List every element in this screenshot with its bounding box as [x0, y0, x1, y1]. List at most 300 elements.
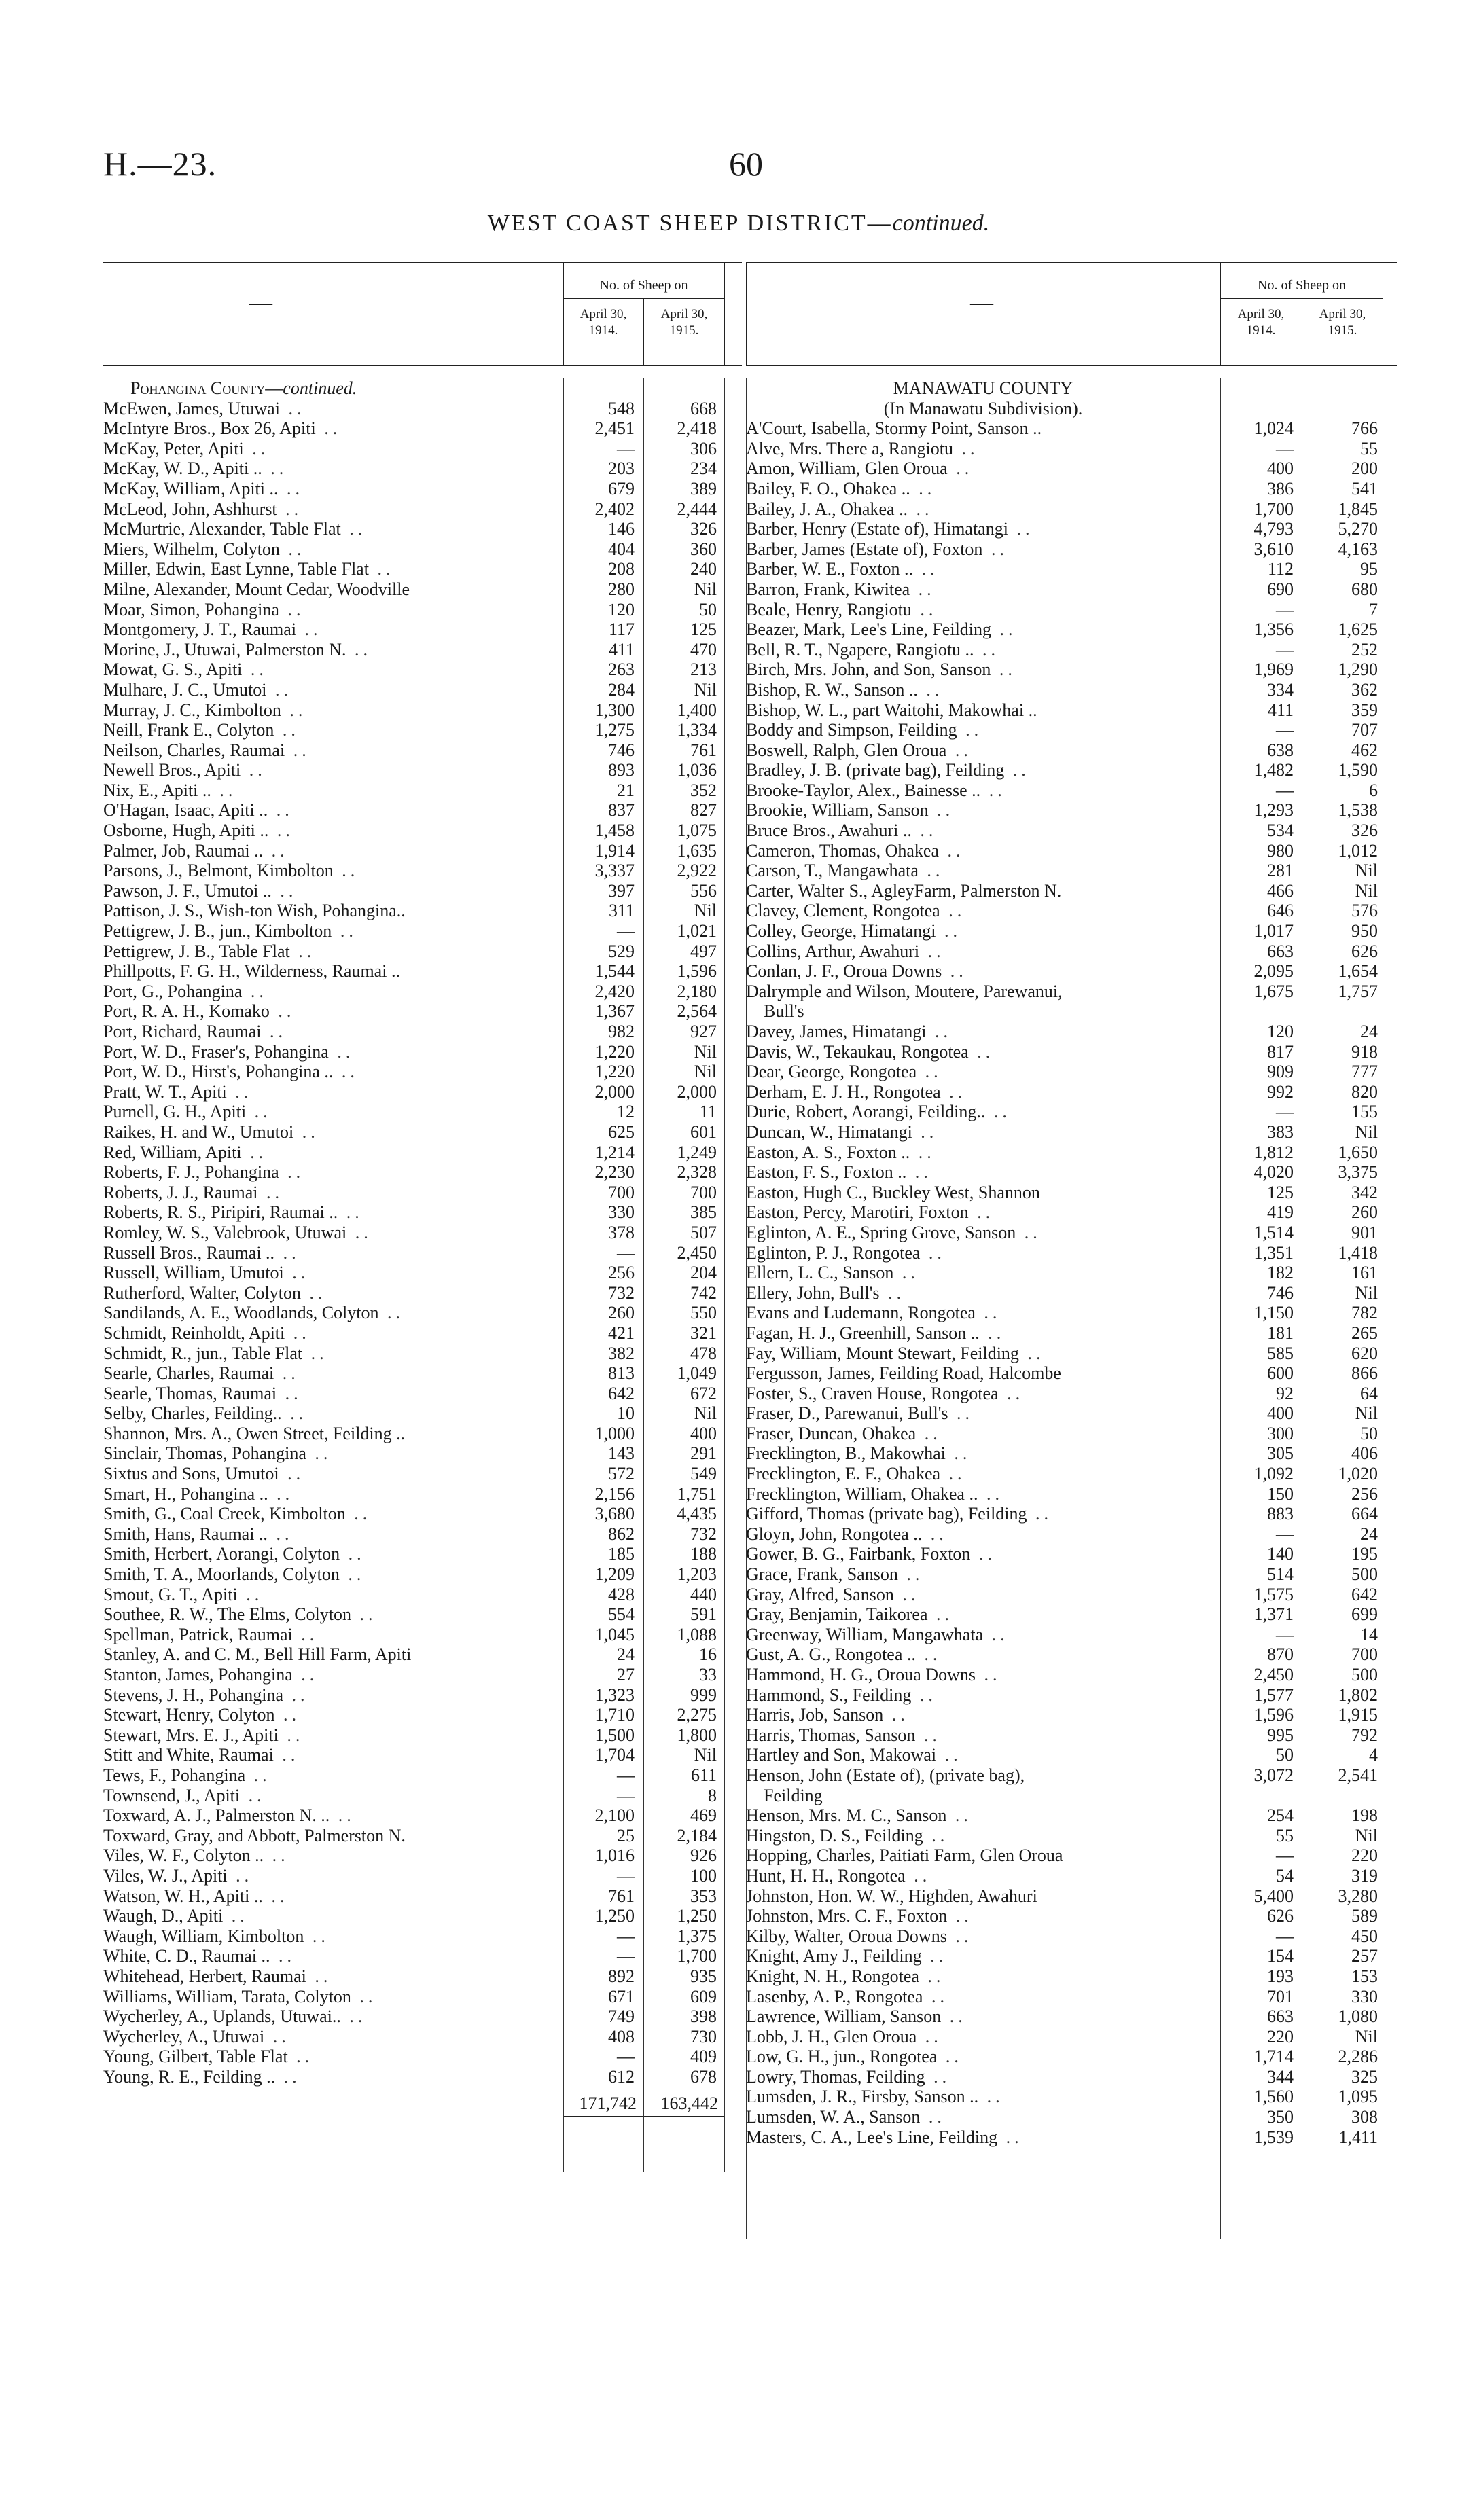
row-name-text: Barber, Henry (Estate of), Himatangi [746, 519, 1008, 539]
value-1914: 1,704 [594, 1745, 635, 1765]
value-1914: 749 [608, 2006, 635, 2027]
table-row [746, 2067, 1397, 2087]
table-row [103, 1745, 742, 1765]
value-1915: 926 [690, 1846, 717, 1866]
value-1915: 4 [1369, 1745, 1378, 1765]
row-name [103, 1183, 552, 1203]
row-name [746, 1183, 1215, 1203]
row-name [746, 800, 1215, 821]
leader-dots: .. [340, 519, 367, 539]
column-header-1915 [1302, 306, 1383, 339]
row-name-text: Colley, George, Himatangi [746, 921, 936, 941]
leader-dots: .. [262, 458, 288, 479]
row-name-text: Bull's [764, 1001, 804, 1022]
leader-dots: .. [941, 2006, 967, 2027]
table-row [746, 700, 1397, 721]
leader-dots: .. [917, 2026, 942, 2047]
value-1914: — [1276, 599, 1294, 619]
row-name-text: Smith, T. A., Moorlands, Colyton [103, 1564, 340, 1585]
leader-dots: .. [237, 1584, 264, 1604]
table-row [103, 660, 742, 680]
value-1914: — [1276, 780, 1294, 800]
value-1914: 1,300 [594, 700, 635, 720]
row-name-text: Pattison, J. S., Wish-ton Wish, Pohangina.. [103, 901, 406, 921]
row-name-text: Fraser, Duncan, Ohakea [746, 1423, 917, 1443]
leader-dots: .. [240, 1785, 266, 1805]
leader-dots: .. [912, 559, 939, 579]
total-row [103, 2091, 742, 2116]
value-1915: 326 [1351, 821, 1378, 841]
row-name-text: Mowat, G. S., Apiti [103, 660, 243, 680]
leader-dots: .. [328, 1041, 355, 1062]
row-name-text: Purnell, G. H., Apiti [103, 1102, 247, 1122]
row-name [746, 1243, 1215, 1263]
leader-dots: .. [974, 639, 1000, 660]
leader-dots: .. [267, 1524, 293, 1544]
table-row [746, 1564, 1397, 1585]
table-row [103, 619, 742, 640]
row-name [103, 1443, 552, 1464]
table-row [746, 2027, 1397, 2047]
row-name-text: Stewart, Mrs. E. J., Apiti [103, 1725, 279, 1745]
row-name-text: Clavey, Clement, Rongotea [746, 901, 940, 921]
row-name-text: Schmidt, Reinholdt, Apiti [103, 1322, 285, 1343]
leader-dots: .. [330, 1805, 355, 1826]
leader-dots: .. [948, 1403, 974, 1424]
row-name-text: Searle, Charles, Raumai [103, 1363, 274, 1384]
leader-dots: .. [289, 941, 316, 961]
value-1915: 1,012 [1338, 840, 1378, 861]
table-row [103, 1926, 742, 1947]
value-1914: 1,000 [594, 1423, 635, 1443]
row-name [746, 1202, 1215, 1223]
value-1915: 2,922 [677, 861, 717, 881]
table-row [746, 2127, 1397, 2148]
value-1914: 679 [608, 478, 635, 499]
table-row [103, 1665, 742, 1685]
value-1915: Nil [1355, 1282, 1378, 1303]
leader-dots: .. [1008, 519, 1034, 539]
value-1914: 193 [1267, 1966, 1294, 1986]
value-1914: 1,371 [1253, 1604, 1294, 1625]
value-1915: 1,596 [677, 961, 717, 982]
row-name [103, 1886, 552, 1907]
value-1915: 3,375 [1338, 1162, 1378, 1183]
table-row [746, 1805, 1397, 1826]
row-name [103, 1403, 552, 1424]
row-name [746, 680, 1215, 700]
row-name-text: Hunt, H. H., Rongotea [746, 1865, 906, 1886]
value-1914: 1,275 [594, 720, 635, 740]
leader-dots: .. [301, 1282, 327, 1303]
row-name-text: Bell, R. T., Ngapere, Rangiotu .. [746, 639, 974, 660]
value-1915: 16 [699, 1644, 717, 1665]
value-1915: 678 [690, 2066, 717, 2087]
table-row [103, 1544, 742, 1564]
value-1914: — [1276, 1846, 1294, 1866]
value-1914: 92 [1276, 1383, 1294, 1403]
row-name-text: Fraser, D., Parewanui, Bull's [746, 1403, 948, 1424]
table-row [103, 1987, 742, 2007]
value-1914: 280 [608, 579, 635, 599]
table-row [103, 780, 742, 801]
leader-dots: .. [278, 478, 304, 499]
row-name [103, 1042, 552, 1062]
leader-dots: .. [271, 880, 298, 901]
page-title-continued: continued. [892, 211, 990, 236]
row-name [103, 1363, 552, 1384]
leader-dots: .. [274, 1705, 300, 1725]
row-name [103, 1826, 552, 1846]
row-name-text: Stevens, J. H., Pohangina [103, 1685, 284, 1705]
value-1915: Nil [694, 579, 717, 599]
row-name-text: Mulhare, J. C., Umutoi [103, 679, 267, 700]
row-name [103, 1786, 552, 1806]
row-name-text: Raikes, H. and W., Umutoi [103, 1121, 294, 1142]
table-row [746, 1142, 1397, 1163]
value-1915: 50 [1360, 1423, 1378, 1443]
row-name [103, 1464, 552, 1484]
row-name-text: Smart, H., Pohangina .. [103, 1483, 268, 1504]
value-1914: 182 [1267, 1263, 1294, 1283]
value-1915: 1,590 [1338, 760, 1378, 780]
table-row [103, 1906, 742, 1926]
leader-dots: .. [978, 1483, 1003, 1504]
table-row [103, 2006, 742, 2027]
row-name-text: Knight, N. H., Rongotea [746, 1966, 919, 1986]
row-name-text: Miers, Wilhelm, Colyton [103, 539, 280, 559]
row-name [103, 640, 552, 660]
leader-dots: .. [893, 1584, 920, 1604]
value-1914: 1,458 [594, 821, 635, 841]
table-row [746, 1886, 1397, 1907]
column-divider [1220, 378, 1221, 2239]
row-name-text: Frecklington, B., Makowhai [746, 1443, 946, 1464]
value-1915: 400 [690, 1423, 717, 1443]
value-1915: 50 [699, 599, 717, 619]
value-1914: 311 [608, 901, 635, 921]
value-1914: 2,451 [594, 418, 635, 439]
value-1915: 680 [1351, 579, 1378, 599]
leader-dots: .. [921, 1946, 948, 1966]
value-1914: 27 [617, 1665, 635, 1685]
leader-dots: .. [968, 1202, 995, 1223]
leader-dots: .. [278, 1725, 304, 1745]
row-name-text: Bradley, J. B. (private bag), Feilding [746, 760, 1005, 780]
row-name [103, 1866, 552, 1886]
table-row [746, 418, 1397, 439]
table-row [746, 1625, 1397, 1645]
row-name [746, 539, 1215, 560]
leader-dots: .. [283, 1685, 309, 1705]
county-heading: MANAWATU COUNTY [893, 378, 1073, 398]
value-1914: — [1276, 720, 1294, 740]
value-1915: 782 [1351, 1303, 1378, 1323]
row-name-text: Derham, E. J. H., Rongotea [746, 1081, 941, 1102]
row-name [103, 600, 552, 620]
row-name [746, 640, 1215, 660]
row-name-text: Osborne, Hugh, Apiti .. [103, 821, 269, 841]
row-name [103, 539, 552, 560]
leader-dots: .. [285, 1322, 310, 1343]
value-1915: Nil [694, 1745, 717, 1765]
row-name [103, 720, 552, 740]
value-1914: 400 [1267, 458, 1294, 479]
value-1914: 150 [1267, 1483, 1294, 1504]
value-1914: 2,230 [594, 1162, 635, 1183]
row-name [746, 1966, 1215, 1987]
row-name [746, 1263, 1215, 1283]
leader-dots: .. [940, 1464, 966, 1484]
value-1914: 397 [608, 880, 635, 901]
table-row [746, 439, 1397, 459]
table-row [103, 800, 742, 821]
value-1914: 12 [617, 1102, 635, 1122]
row-name [103, 559, 552, 579]
value-1915: 820 [1351, 1081, 1378, 1102]
row-name-text: Smith, G., Coal Creek, Kimbolton [103, 1504, 346, 1524]
value-1914: 254 [1267, 1805, 1294, 1826]
value-1915: 1,203 [677, 1564, 717, 1585]
row-name [103, 1966, 552, 1987]
col-1915-line2: 1915. [1328, 323, 1357, 338]
leader-dots: .. [281, 700, 307, 720]
row-name-text: Red, William, Apiti [103, 1142, 242, 1162]
leader-dots: .. [998, 1383, 1025, 1403]
value-1914: 700 [608, 1182, 635, 1202]
row-name [746, 1102, 1215, 1122]
leader-dots: .. [268, 1483, 294, 1504]
table-row [103, 841, 742, 861]
row-name-text: Sixtus and Sons, Umutoi [103, 1464, 279, 1484]
table-row [103, 1504, 742, 1524]
table-row [746, 600, 1397, 620]
value-1915: 609 [690, 1986, 717, 2006]
row-name [746, 961, 1215, 982]
row-name-text: Young, R. E., Feilding .. [103, 2066, 276, 2087]
table-row [746, 1987, 1397, 2007]
leader-dots: .. [279, 539, 306, 559]
row-name [103, 982, 552, 1002]
value-1914: 3,610 [1253, 539, 1294, 559]
value-1914: 980 [1267, 840, 1294, 861]
value-1915: 950 [1351, 921, 1378, 941]
value-1915: 462 [1351, 740, 1378, 760]
value-1914: 1,220 [594, 1041, 635, 1062]
table-row [746, 1183, 1397, 1203]
leader-dots: .. [920, 1242, 946, 1263]
table-row [746, 1022, 1397, 1042]
row-name-text: Roberts, R. S., Piripiri, Raumai .. [103, 1202, 338, 1223]
row-name-text: Pawson, J. F., Umutoi .. [103, 880, 272, 901]
page-title-main: WEST COAST SHEEP DISTRICT— [487, 211, 893, 236]
row-name-text: Toxward, A. J., Palmerston N. .. [103, 1805, 330, 1826]
value-1915: 24 [1360, 1022, 1378, 1041]
sheep-count-group-label: No. of Sheep on [599, 278, 688, 293]
value-1915: 1,800 [677, 1725, 717, 1745]
value-1914: — [617, 1926, 635, 1946]
table-row [746, 660, 1397, 680]
value-1914: — [617, 1242, 635, 1263]
value-1915: 213 [690, 660, 717, 680]
table-row [746, 1504, 1397, 1524]
row-name-text: Gower, B. G., Fairbank, Foxton [746, 1544, 971, 1564]
leader-dots: .. [940, 901, 966, 921]
value-1914: 612 [608, 2066, 635, 2087]
table-row [103, 1644, 742, 1665]
row-name-text: Kilby, Walter, Oroua Downs [746, 1926, 947, 1946]
row-name [103, 1544, 552, 1564]
row-name-text: Hopping, Charles, Paitiati Farm, Glen Oroua [746, 1846, 1063, 1866]
table-row [746, 1384, 1397, 1404]
row-name-text: McKay, W. D., Apiti .. [103, 458, 262, 479]
table-row [103, 439, 742, 459]
leader-dots: .. [268, 800, 293, 821]
value-1915: 827 [690, 800, 717, 821]
value-1915: 500 [1351, 1665, 1378, 1685]
table-row [746, 1826, 1397, 1846]
table-row [103, 458, 742, 479]
leader-dots: .. [274, 1363, 300, 1384]
table-row [103, 760, 742, 780]
table-row [103, 1585, 742, 1605]
row-name [746, 1464, 1215, 1484]
leader-dots: .. [275, 2066, 301, 2087]
left-table-header [103, 262, 742, 366]
row-name [746, 439, 1215, 459]
value-1914: 1,577 [1253, 1685, 1294, 1705]
table-row [103, 1223, 742, 1243]
row-name-text: Wycherley, A., Uplands, Utuwai.. [103, 2006, 341, 2027]
value-1914: 466 [1267, 880, 1294, 901]
row-name-text: Henson, John (Estate of), (private bag), [746, 1765, 1025, 1785]
row-name-text: Greenway, William, Mangawhata [746, 1624, 984, 1644]
row-name-text: Foster, S., Craven House, Rongotea [746, 1383, 999, 1403]
row-name-text: Milne, Alexander, Mount Cedar, Woodville [103, 579, 410, 599]
value-1915: 766 [1351, 418, 1378, 439]
value-1915: 3,280 [1338, 1886, 1378, 1906]
table-row [746, 921, 1397, 941]
value-1915: 252 [1351, 639, 1378, 660]
leader-dots: .. [1016, 1222, 1042, 1242]
table-row [746, 1585, 1397, 1605]
row-name [746, 619, 1215, 640]
value-1915: 1,650 [1338, 1142, 1378, 1162]
value-1914: 2,095 [1253, 961, 1294, 982]
value-1914: 1,544 [594, 961, 635, 982]
leader-dots: .. [345, 1504, 372, 1524]
table-row [746, 800, 1397, 821]
table-row [746, 760, 1397, 780]
value-1915: 792 [1351, 1725, 1378, 1745]
row-name [746, 1886, 1215, 1907]
column-divider [563, 378, 564, 2172]
table-row [746, 1665, 1397, 1685]
value-1915: Nil [1355, 2026, 1378, 2047]
row-name [103, 399, 552, 419]
name-column-header: — [249, 290, 272, 315]
row-name-text: Knight, Amy J., Feilding [746, 1946, 922, 1966]
value-1914: 554 [608, 1604, 635, 1625]
leader-dots: .. [917, 1062, 942, 1082]
row-name [103, 479, 552, 499]
value-1914: 125 [1267, 1182, 1294, 1202]
value-1915: 469 [690, 1805, 717, 1826]
value-1915: 611 [690, 1765, 717, 1785]
value-1914: 140 [1267, 1544, 1294, 1564]
value-1914: 143 [608, 1443, 635, 1464]
value-1914: 585 [1267, 1343, 1294, 1363]
row-name-text: Romley, W. S., Valebrook, Utuwai [103, 1222, 347, 1242]
row-name [746, 499, 1215, 520]
row-name [746, 1283, 1215, 1303]
value-1915: 901 [1351, 1222, 1378, 1242]
leader-dots: .. [985, 1102, 1011, 1122]
row-name-text: Spellman, Patrick, Raumai [103, 1624, 293, 1644]
table-row [103, 861, 742, 881]
table-row [103, 579, 742, 600]
leader-dots: .. [953, 438, 979, 458]
leader-dots: .. [274, 1242, 300, 1263]
value-1915: 866 [1351, 1363, 1378, 1384]
value-1914: 548 [608, 398, 635, 418]
value-1914: 220 [1267, 2026, 1294, 2047]
value-1915: 497 [690, 941, 717, 961]
row-name-text: Hartley and Son, Makowai [746, 1745, 937, 1765]
row-name [746, 559, 1215, 579]
value-1914: 1,323 [594, 1685, 635, 1705]
table-row [746, 1443, 1397, 1464]
table-row [103, 961, 742, 982]
row-name-text: Easton, A. S., Foxton .. [746, 1142, 910, 1162]
row-name [746, 1585, 1215, 1605]
value-1914: 208 [608, 559, 635, 579]
value-1915: 306 [690, 438, 717, 458]
row-name [746, 1303, 1215, 1323]
row-name [746, 1826, 1215, 1846]
value-1915: 507 [690, 1222, 717, 1242]
table-row [103, 1384, 742, 1404]
leader-dots: .. [936, 1745, 962, 1765]
row-name-text: Carson, T., Mangawhata [746, 861, 919, 881]
row-name [103, 1263, 552, 1283]
value-1915: 389 [690, 478, 717, 499]
row-name-text: Morine, J., Utuwai, Palmerston N. [103, 639, 346, 660]
row-name-text: Port, Richard, Raumai [103, 1022, 262, 1041]
row-name [103, 861, 552, 881]
row-name [103, 1484, 552, 1505]
row-name-text: Parsons, J., Belmont, Kimbolton [103, 861, 334, 881]
col-1914-line1: April 30, [1237, 307, 1285, 321]
value-1914: — [617, 1785, 635, 1805]
leader-dots: .. [997, 2127, 1023, 2147]
value-1914: 1,539 [1253, 2127, 1294, 2147]
row-name [103, 821, 552, 841]
value-1914: 3,072 [1253, 1765, 1294, 1785]
row-name [103, 1705, 552, 1725]
leader-dots: .. [226, 1081, 253, 1102]
leader-dots: .. [947, 458, 974, 479]
value-1914: 117 [608, 619, 635, 640]
table-row [746, 1303, 1397, 1323]
row-name [746, 941, 1215, 962]
leader-dots: .. [270, 1946, 296, 1966]
row-name [746, 1384, 1215, 1404]
row-name-text: Pettigrew, J. B., jun., Kimbolton [103, 921, 332, 941]
row-name [103, 2006, 552, 2027]
row-name [103, 660, 552, 680]
value-1915: 1,538 [1338, 800, 1378, 821]
